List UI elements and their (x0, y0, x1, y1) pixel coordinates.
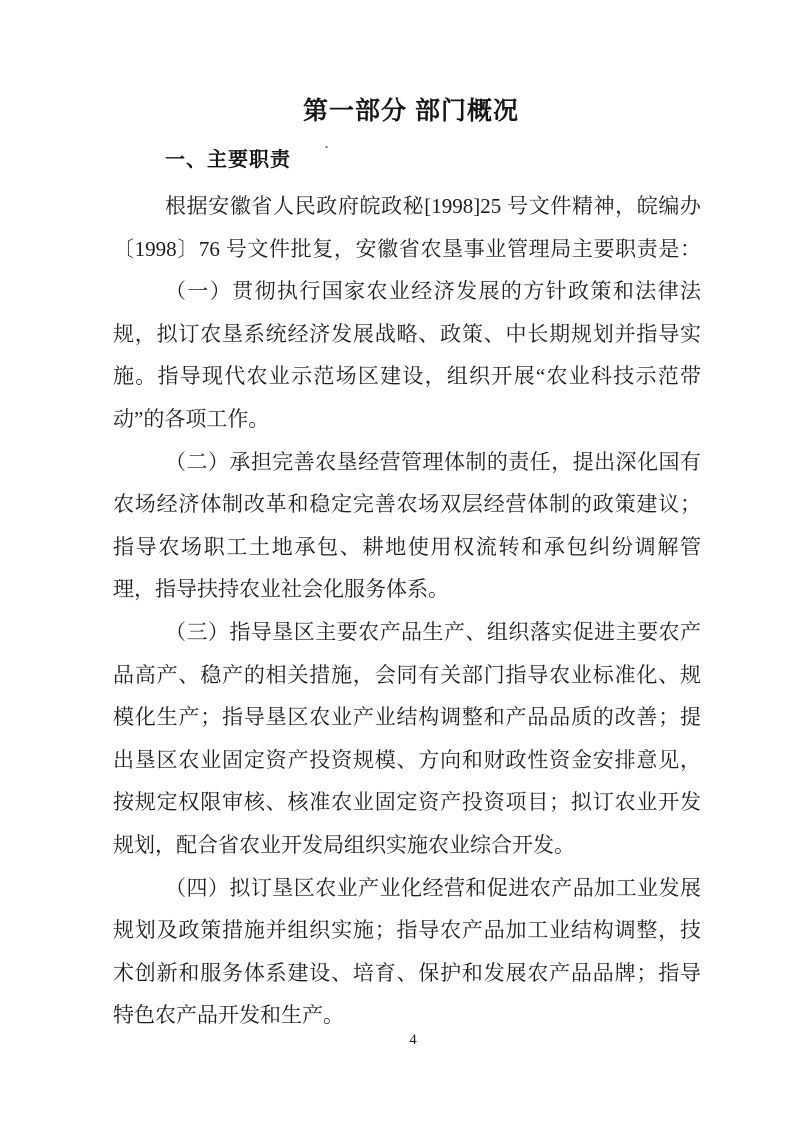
text-line: 特色农产品开发和生产。 (113, 1003, 344, 1028)
body-text (113, 185, 701, 1037)
scan-speck (325, 146, 328, 148)
text-line: 理，指导扶持农业社会化服务体系。 (113, 577, 449, 602)
text-line: 〔1998〕76 号文件批复，安徽省农垦事业管理局主要职责是： (113, 236, 701, 261)
text-line: （四）拟订垦区农业产业化经营和促进农产品加工业发展 (165, 875, 701, 900)
text-line: 施。指导现代农业示范场区建设，组织开展“农业科技示范带 (113, 364, 701, 389)
text-line: 根据安徽省人民政府皖政秘[1998]25 号文件精神，皖编办 (165, 194, 701, 218)
text-line: 指导农场职工土地承包、耕地使用权流转和承包纠纷调解管 (113, 534, 701, 559)
text-line: 动”的各项工作。 (113, 406, 270, 431)
text-line: 规，拟订农垦系统经济发展战略、政策、中长期规划并指导实 (113, 321, 701, 346)
text-line: 规划及政策措施并组织实施；指导农产品加工业结构调整，技 (113, 918, 701, 943)
text-line: 模化生产；指导垦区农业产业结构调整和产品品质的改善；提 (113, 705, 701, 730)
text-line: （三）指导垦区主要农产品生产、组织落实促进主要农产 (165, 619, 701, 644)
text-line: （二）承担完善农垦经营管理体制的责任，提出深化国有 (165, 449, 701, 474)
text-line: 规划，配合省农业开发局组织实施农业综合开发。 (113, 832, 575, 857)
text-line: （一）贯彻执行国家农业经济发展的方针政策和法律法 (165, 279, 701, 304)
document-title: 第一部分 部门概况 (303, 97, 519, 125)
page-number: 4 (409, 1032, 417, 1048)
section-heading: 一、主要职责 (165, 149, 291, 171)
text-line: 术创新和服务体系建设、培育、保护和发展农产品品牌；指导 (113, 960, 701, 985)
text-line: 农场经济体制改革和稳定完善农场双层经营体制的政策建议； (113, 492, 701, 517)
text-line: 品高产、稳产的相关措施，会同有关部门指导农业标准化、规 (113, 662, 701, 687)
text-line: 出垦区农业固定资产投资规模、方向和财政性资金安排意见， (113, 747, 701, 772)
text-line: 按规定权限审核、核准农业固定资产投资项目；拟订农业开发 (113, 790, 701, 815)
